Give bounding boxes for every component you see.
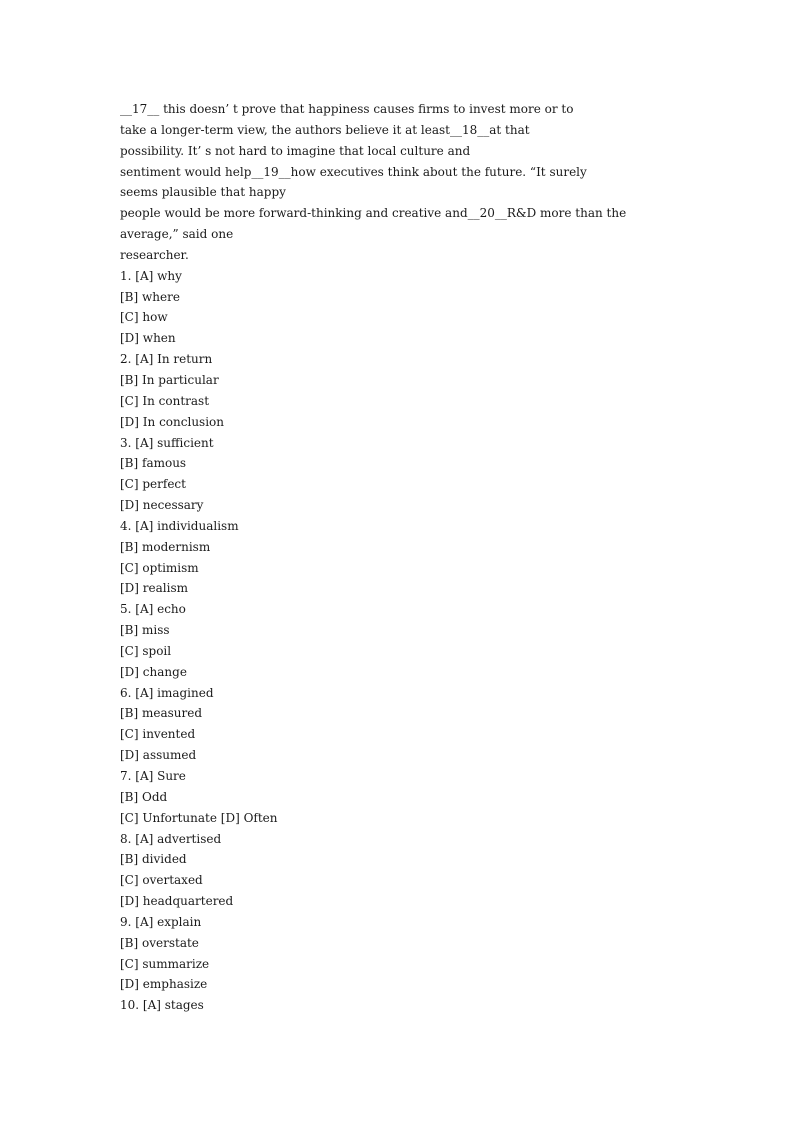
- question-line: [D] In conclusion: [120, 414, 224, 429]
- question-list: [120, 266, 680, 1016]
- question-line: [C] invented: [120, 727, 196, 742]
- passage-line: take a longer-term view, the authors believe it at least__18__at that: [120, 122, 530, 137]
- question-line: 7. [A] Sure: [120, 769, 186, 783]
- question-line: [D] necessary: [120, 498, 204, 513]
- passage-line: researcher.: [120, 247, 189, 262]
- question-line: 2. [A] In return: [120, 352, 213, 367]
- question-line: [C] spoil: [120, 643, 172, 658]
- passage-line: sentiment would help__19__how executives think about the future. “It surely: [120, 164, 587, 179]
- question-line: [B] miss: [120, 623, 170, 638]
- question-line: [C] how: [120, 310, 168, 325]
- passage: [120, 99, 680, 266]
- passage-line: __17__ this doesn’ t prove that happiness causes firms to invest more or to: [120, 102, 574, 116]
- passage-line: seems plausible that happy: [120, 185, 286, 200]
- question-line: [B] measured: [120, 706, 203, 721]
- question-line: 9. [A] explain: [120, 914, 202, 929]
- question-line: [D] realism: [120, 581, 189, 596]
- question-line: 6. [A] imagined: [120, 685, 214, 700]
- question-line: [D] emphasize: [120, 977, 208, 992]
- question-line: [B] overstate: [120, 935, 199, 950]
- question-line: [C] summarize: [120, 956, 210, 971]
- question-line: [C] overtaxed: [120, 873, 203, 888]
- question-line: [C] perfect: [120, 477, 186, 492]
- question-line: 3. [A] sufficient: [120, 435, 214, 450]
- question-line: [B] modernism: [120, 539, 211, 554]
- passage-line: people would be more forward-thinking and creative and__20__R&D more than the: [120, 206, 627, 221]
- question-line: 8. [A] advertised: [120, 831, 222, 846]
- question-line: [B] where: [120, 289, 180, 304]
- passage-line: possibility. It’ s not hard to imagine that local culture and: [120, 143, 471, 158]
- question-line: [B] divided: [120, 852, 187, 867]
- question-line: [C] In contrast: [120, 393, 210, 408]
- question-line: [D] headquartered: [120, 894, 234, 909]
- question-line: [C] optimism: [120, 560, 199, 575]
- question-line: [C] Unfortunate [D] Often: [120, 810, 278, 825]
- question-line: [D] when: [120, 331, 176, 346]
- question-line: [B] Odd: [120, 789, 168, 804]
- question-line: 1. [A] why: [120, 268, 182, 283]
- question-line: [D] assumed: [120, 748, 197, 763]
- question-line: [D] change: [120, 664, 187, 679]
- question-line: 10. [A] stages: [120, 998, 204, 1013]
- question-line: [B] famous: [120, 456, 187, 471]
- question-line: 4. [A] individualism: [120, 518, 239, 533]
- passage-line: average,” said one: [120, 227, 234, 242]
- document-page: [120, 99, 680, 1016]
- question-line: [B] In particular: [120, 372, 219, 387]
- question-line: 5. [A] echo: [120, 602, 186, 617]
